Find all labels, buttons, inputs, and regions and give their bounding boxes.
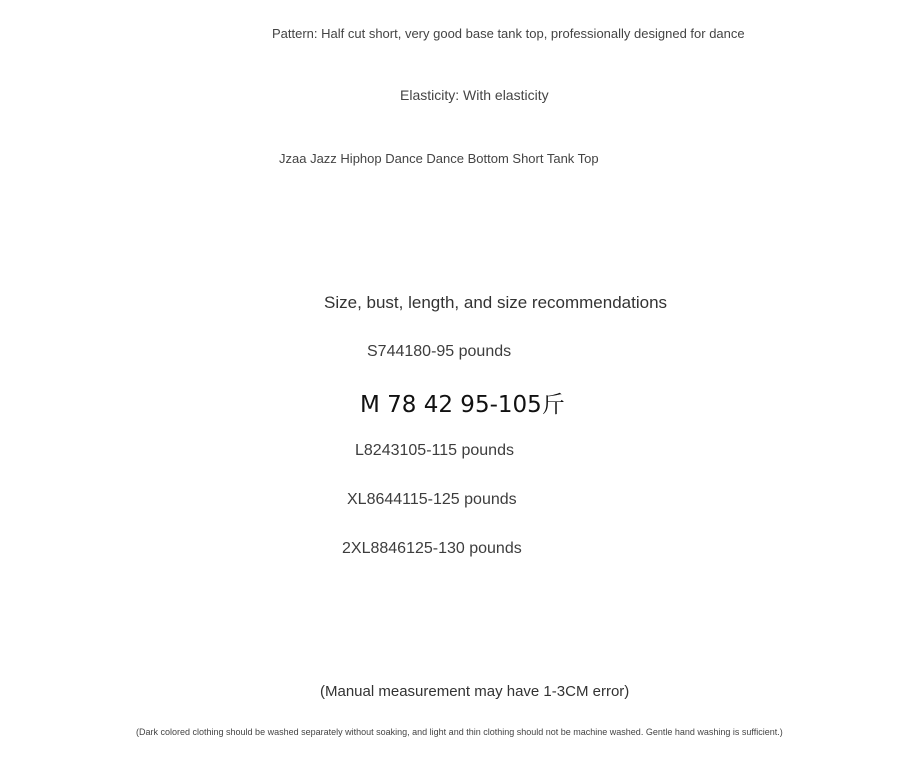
size-row-xl: XL8644115-125 pounds (347, 491, 517, 508)
elasticity-text: Elasticity: With elasticity (400, 87, 549, 103)
size-chart-heading: Size, bust, length, and size recommendations (324, 293, 668, 312)
size-row-2xl: 2XL8846125-130 pounds (342, 540, 522, 557)
product-name: Jzaa Jazz Hiphop Dance Dance Bottom Short Tank Top (279, 151, 599, 166)
size-row-l: L8243105-115 pounds (355, 442, 514, 459)
size-row-s: S744180-95 pounds (367, 343, 512, 360)
size-row-m: M 78 42 95-105斤 (360, 392, 565, 418)
pattern-text: Pattern: Half cut short, very good base tank top, professionally designed for dance (272, 26, 745, 41)
measurement-note: (Manual measurement may have 1-3CM error) (320, 683, 630, 700)
washing-note: (Dark colored clothing should be washed separately without soaking, and light and thin clothing should not be machine washed. Gentle hand washing is sufficient.) (136, 727, 783, 737)
